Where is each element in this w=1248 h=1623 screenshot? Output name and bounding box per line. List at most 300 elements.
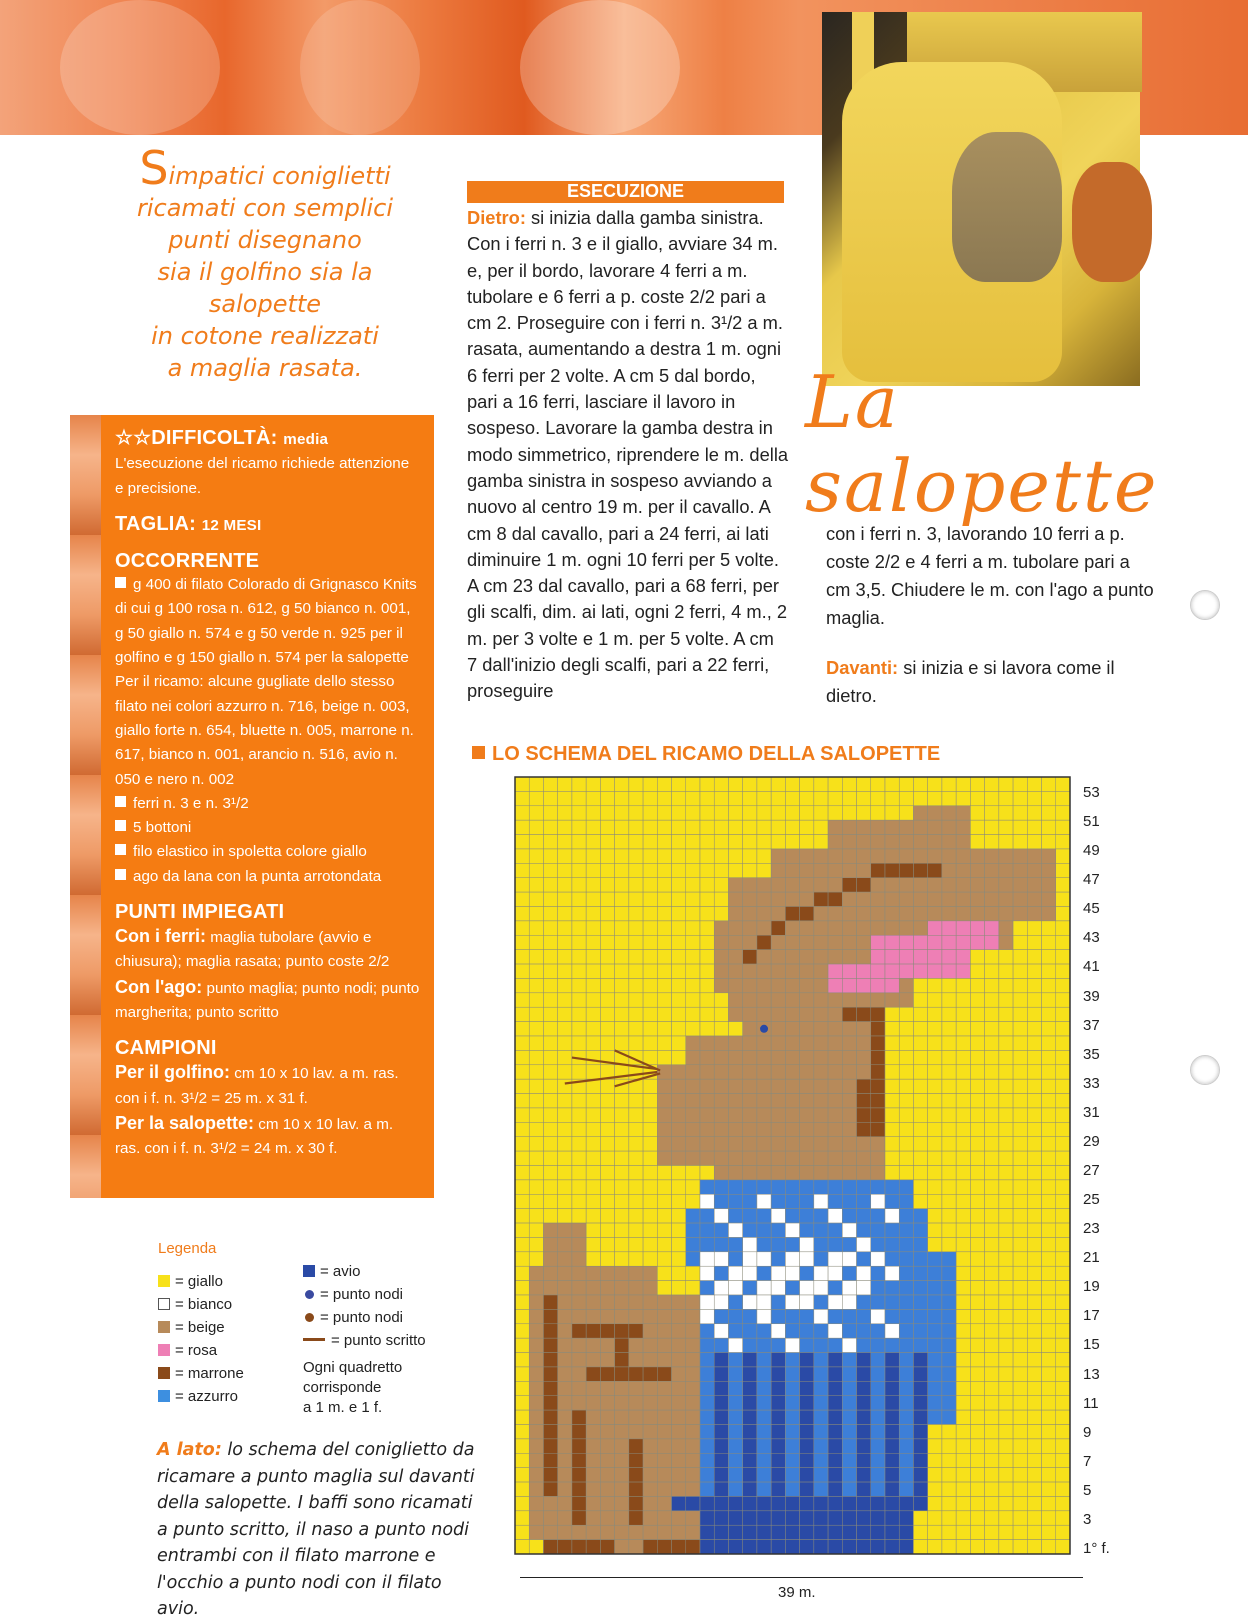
chart-cell <box>686 1151 700 1165</box>
chart-cell <box>572 1022 586 1036</box>
chart-cell <box>800 1482 814 1496</box>
chart-cell <box>543 1396 557 1410</box>
row-label: 21 <box>1083 1249 1100 1267</box>
chart-cell <box>1042 1050 1056 1064</box>
chart-cell <box>657 878 671 892</box>
chart-cell <box>1013 1137 1027 1151</box>
chart-cell <box>700 1468 714 1482</box>
chart-cell <box>800 1166 814 1180</box>
chart-cell <box>970 1022 984 1036</box>
chart-cell <box>828 907 842 921</box>
chart-cell <box>785 878 799 892</box>
chart-cell <box>970 1367 984 1381</box>
chart-cell <box>928 791 942 805</box>
chart-cell <box>629 1324 643 1338</box>
chart-cell <box>814 1511 828 1525</box>
chart-cell <box>970 1439 984 1453</box>
chart-cell <box>970 1166 984 1180</box>
chart-cell <box>586 1137 600 1151</box>
chart-cell <box>714 1194 728 1208</box>
chart-cell <box>899 1180 913 1194</box>
chart-cell <box>586 1022 600 1036</box>
chart-cell <box>586 1122 600 1136</box>
chart-cell <box>970 1050 984 1064</box>
row-label: 45 <box>1083 900 1100 918</box>
chart-cell <box>572 978 586 992</box>
chart-cell <box>1056 1223 1070 1237</box>
chart-cell <box>871 1453 885 1467</box>
chart-cell <box>956 835 970 849</box>
chart-cell <box>913 1525 927 1539</box>
row-label: 25 <box>1083 1191 1100 1209</box>
chart-cell <box>857 1036 871 1050</box>
chart-cell <box>714 1209 728 1223</box>
chart-cell <box>714 1396 728 1410</box>
chart-cell <box>558 907 572 921</box>
chart-cell <box>842 1180 856 1194</box>
chart-cell <box>970 806 984 820</box>
chart-cell <box>686 820 700 834</box>
chart-cell <box>1013 935 1027 949</box>
chart-cell <box>672 1353 686 1367</box>
chart-cell <box>913 863 927 877</box>
chart-cell <box>956 1166 970 1180</box>
stitches-needles: Con i ferri: maglia tubolare (avvio e chiusura); maglia rasata; punto coste 2/2 <box>115 926 390 971</box>
chart-cell <box>800 1137 814 1151</box>
chart-cell <box>515 820 529 834</box>
chart-cell <box>1056 964 1070 978</box>
chart-cell <box>572 1482 586 1496</box>
chart-cell <box>942 964 956 978</box>
chart-cell <box>814 791 828 805</box>
chart-cell <box>857 1410 871 1424</box>
chart-cell <box>899 907 913 921</box>
chart-cell <box>714 892 728 906</box>
chart-cell <box>771 935 785 949</box>
chart-cell <box>743 1094 757 1108</box>
chart-cell <box>728 1266 742 1280</box>
chart-cell <box>714 1525 728 1539</box>
chart-cell <box>771 1094 785 1108</box>
chart-cell <box>814 1453 828 1467</box>
chart-cell <box>771 1065 785 1079</box>
chart-cell <box>643 1482 657 1496</box>
chart-cell <box>643 1295 657 1309</box>
caption-label: A lato: <box>157 1440 222 1460</box>
chart-cell <box>629 1094 643 1108</box>
chart-cell <box>700 1137 714 1151</box>
chart-cell <box>600 1223 614 1237</box>
chart-cell <box>515 1137 529 1151</box>
chart-cell <box>885 993 899 1007</box>
chart-cell <box>999 1122 1013 1136</box>
chart-cell <box>1013 806 1027 820</box>
chart-cell <box>857 1468 871 1482</box>
chart-cell <box>572 1425 586 1439</box>
salopette-photo <box>822 12 1140 386</box>
chart-cell <box>543 1324 557 1338</box>
chart-cell <box>1013 1266 1027 1280</box>
chart-cell <box>970 1324 984 1338</box>
chart-cell <box>970 1094 984 1108</box>
chart-cell <box>985 791 999 805</box>
chart-cell <box>956 1453 970 1467</box>
chart-cell <box>728 1367 742 1381</box>
chart-cell <box>657 993 671 1007</box>
chart-cell <box>529 964 543 978</box>
chart-cell <box>728 978 742 992</box>
chart-cell <box>785 1367 799 1381</box>
chart-cell <box>942 1338 956 1352</box>
chart-cell <box>686 1223 700 1237</box>
chart-cell <box>757 777 771 791</box>
chart-cell <box>743 1166 757 1180</box>
chart-cell <box>999 1108 1013 1122</box>
chart-cell <box>970 892 984 906</box>
chart-cell <box>785 907 799 921</box>
chart-cell <box>543 978 557 992</box>
chart-cell <box>572 964 586 978</box>
chart-cell <box>629 1338 643 1352</box>
chart-cell <box>1013 1381 1027 1395</box>
chart-cell <box>643 863 657 877</box>
chart-cell <box>928 964 942 978</box>
chart-cell <box>942 1065 956 1079</box>
chart-cell <box>871 1281 885 1295</box>
chart-cell <box>1027 1453 1041 1467</box>
chart-cell <box>572 1281 586 1295</box>
chart-cell <box>558 1122 572 1136</box>
chart-cell <box>543 849 557 863</box>
chart-cell <box>543 1511 557 1525</box>
chart-cell <box>842 1194 856 1208</box>
chart-cell <box>785 1122 799 1136</box>
chart-cell <box>643 1540 657 1554</box>
chart-cell <box>543 1137 557 1151</box>
chart-cell <box>657 964 671 978</box>
chart-cell <box>672 1281 686 1295</box>
chart-cell <box>1013 1338 1027 1352</box>
chart-cell <box>700 1252 714 1266</box>
chart-cell <box>672 1324 686 1338</box>
chart-cell <box>842 1151 856 1165</box>
chart-cell <box>842 1381 856 1395</box>
chart-cell <box>672 1482 686 1496</box>
chart-cell <box>814 1050 828 1064</box>
chart-cell <box>800 1381 814 1395</box>
chart-cell <box>899 1381 913 1395</box>
chart-cell <box>586 935 600 949</box>
chart-cell <box>529 1410 543 1424</box>
chart-cell <box>643 993 657 1007</box>
chart-cell <box>1056 1367 1070 1381</box>
chart-cell <box>800 777 814 791</box>
chart-cell <box>643 907 657 921</box>
chart-cell <box>985 1295 999 1309</box>
chart-cell <box>871 1468 885 1482</box>
chart-cell <box>828 1036 842 1050</box>
chart-cell <box>657 1151 671 1165</box>
chart-cell <box>515 1237 529 1251</box>
chart-cell <box>1056 1439 1070 1453</box>
chart-cell <box>999 1281 1013 1295</box>
chart-cell <box>672 878 686 892</box>
chart-cell <box>600 1166 614 1180</box>
chart-cell <box>828 1396 842 1410</box>
chart-cell <box>842 1410 856 1424</box>
chart-cell <box>686 1381 700 1395</box>
chart-cell <box>643 849 657 863</box>
chart-cell <box>586 1194 600 1208</box>
chart-cell <box>515 791 529 805</box>
chart-cell <box>814 1295 828 1309</box>
chart-cell <box>942 1266 956 1280</box>
chart-cell <box>785 1425 799 1439</box>
chart-cell <box>643 1381 657 1395</box>
chart-cell <box>743 907 757 921</box>
chart-cell <box>942 1022 956 1036</box>
chart-cell <box>857 1050 871 1064</box>
chart-cell <box>728 1065 742 1079</box>
chart-cell <box>885 907 899 921</box>
chart-cell <box>913 1468 927 1482</box>
chart-cell <box>529 1266 543 1280</box>
chart-cell <box>686 791 700 805</box>
chart-cell <box>1042 1065 1056 1079</box>
chart-cell <box>757 878 771 892</box>
chart-cell <box>999 1396 1013 1410</box>
chart-cell <box>913 1425 927 1439</box>
chart-cell <box>615 878 629 892</box>
chart-cell <box>985 964 999 978</box>
chart-cell <box>515 878 529 892</box>
chart-cell <box>515 806 529 820</box>
materials-title: OCCORRENTE <box>115 550 260 573</box>
legend-swatch <box>158 1344 170 1356</box>
chart-cell <box>543 964 557 978</box>
chart-cell <box>543 1439 557 1453</box>
chart-cell <box>657 1281 671 1295</box>
chart-cell <box>842 1425 856 1439</box>
row-label: 31 <box>1083 1103 1100 1121</box>
chart-cell <box>1027 878 1041 892</box>
chart-cell <box>672 1496 686 1510</box>
chart-cell <box>800 1050 814 1064</box>
chart-cell <box>928 978 942 992</box>
chart-cell <box>857 1209 871 1223</box>
chart-cell <box>828 1108 842 1122</box>
chart-cell <box>728 950 742 964</box>
chart-cell <box>956 1122 970 1136</box>
chart-cell <box>629 1453 643 1467</box>
chart-cell <box>757 1166 771 1180</box>
chart-cell <box>728 1425 742 1439</box>
chart-cell <box>828 1022 842 1036</box>
chart-cell <box>714 1381 728 1395</box>
chart-cell <box>942 1309 956 1323</box>
chart-cell <box>558 878 572 892</box>
chart-cell <box>771 820 785 834</box>
chart-cell <box>985 1094 999 1108</box>
chart-cell <box>1056 820 1070 834</box>
chart-cell <box>700 1396 714 1410</box>
chart-cell <box>743 878 757 892</box>
chart-cell <box>785 1151 799 1165</box>
chart-cell <box>1027 1281 1041 1295</box>
chart-cell <box>857 1237 871 1251</box>
chart-cell <box>728 1439 742 1453</box>
chart-cell <box>800 1266 814 1280</box>
chart-cell <box>543 1022 557 1036</box>
chart-cell <box>985 1007 999 1021</box>
legend-title: Legenda <box>158 1240 217 1257</box>
chart-cell <box>728 1353 742 1367</box>
chart-cell <box>1013 1367 1027 1381</box>
chart-cell <box>543 820 557 834</box>
row-label: 19 <box>1083 1278 1100 1296</box>
chart-cell <box>942 1180 956 1194</box>
chart-cell <box>515 950 529 964</box>
chart-cell <box>686 1439 700 1453</box>
chart-cell <box>743 964 757 978</box>
chart-cell <box>529 1122 543 1136</box>
chart-cell <box>913 1180 927 1194</box>
chart-cell <box>928 935 942 949</box>
chart-cell <box>913 777 927 791</box>
chart-cell <box>529 820 543 834</box>
chart-cell <box>857 892 871 906</box>
chart-cell <box>657 1410 671 1424</box>
chart-cell <box>572 1496 586 1510</box>
chart-cell <box>1056 863 1070 877</box>
chart-cell <box>970 1482 984 1496</box>
chart-cell <box>686 1194 700 1208</box>
chart-cell <box>913 950 927 964</box>
chart-cell <box>842 1496 856 1510</box>
chart-cell <box>686 1410 700 1424</box>
chart-cell <box>985 1223 999 1237</box>
chart-cell <box>672 1050 686 1064</box>
chart-cell <box>700 1281 714 1295</box>
chart-cell <box>771 1007 785 1021</box>
chart-cell <box>1013 878 1027 892</box>
chart-cell <box>743 1367 757 1381</box>
chart-cell <box>1056 1540 1070 1554</box>
chart-cell <box>686 1108 700 1122</box>
stitches-needle: Con l'ago: punto maglia; punto nodi; punto margherita; punto scritto <box>115 976 420 1021</box>
chart-cell <box>942 1525 956 1539</box>
chart-cell <box>629 921 643 935</box>
chart-cell <box>771 1309 785 1323</box>
chart-cell <box>629 1353 643 1367</box>
chart-cell <box>999 1237 1013 1251</box>
chart-cell <box>985 1425 999 1439</box>
chart-cell <box>714 935 728 949</box>
chart-cell <box>771 777 785 791</box>
chart-cell <box>800 921 814 935</box>
chart-cell <box>1056 1468 1070 1482</box>
chart-cell <box>899 1022 913 1036</box>
legend-label: = bianco <box>175 1296 233 1313</box>
chart-cell <box>572 1324 586 1338</box>
chart-cell <box>572 993 586 1007</box>
chart-cell <box>1013 1425 1027 1439</box>
chart-cell <box>529 1252 543 1266</box>
chart-cell <box>1027 1353 1041 1367</box>
chart-cell <box>572 1151 586 1165</box>
chart-cell <box>714 1007 728 1021</box>
chart-cell <box>543 1410 557 1424</box>
chart-cell <box>672 1079 686 1093</box>
chart-cell <box>529 1496 543 1510</box>
size-label: TAGLIA: <box>115 512 197 535</box>
chart-cell <box>743 1036 757 1050</box>
chart-cell <box>629 1468 643 1482</box>
chart-cell <box>828 1050 842 1064</box>
chart-cell <box>1013 1180 1027 1194</box>
chart-cell <box>515 921 529 935</box>
chart-cell <box>1027 1223 1041 1237</box>
chart-cell <box>672 863 686 877</box>
chart-cell <box>857 1166 871 1180</box>
chart-cell <box>686 1482 700 1496</box>
chart-cell <box>771 1295 785 1309</box>
chart-cell <box>928 1194 942 1208</box>
chart-cell <box>728 820 742 834</box>
chart-cell <box>771 1511 785 1525</box>
chart-cell <box>743 1281 757 1295</box>
chart-cell <box>985 1108 999 1122</box>
chart-cell <box>1027 1050 1041 1064</box>
chart-cell <box>842 1079 856 1093</box>
chart-cell <box>871 1266 885 1280</box>
chart-cell <box>700 1540 714 1554</box>
chart-cell <box>657 1022 671 1036</box>
chart-cell <box>1042 1079 1056 1093</box>
chart-cell <box>857 921 871 935</box>
intro-line: sia il golfino sia la salopette <box>157 258 373 318</box>
row-label: 7 <box>1083 1452 1092 1470</box>
execution-continuation <box>826 520 1156 710</box>
chart-cell <box>828 1079 842 1093</box>
chart-cell <box>814 1007 828 1021</box>
chart-cell <box>686 835 700 849</box>
chart-cell <box>928 849 942 863</box>
chart-cell <box>857 1108 871 1122</box>
chart-cell <box>529 777 543 791</box>
chart-cell <box>913 791 927 805</box>
chart-cell <box>1027 1166 1041 1180</box>
chart-cell <box>757 1180 771 1194</box>
chart-cell <box>857 849 871 863</box>
chart-cell <box>558 1396 572 1410</box>
chart-cell <box>999 1525 1013 1539</box>
chart-cell <box>1056 978 1070 992</box>
chart-cell <box>970 777 984 791</box>
chart-cell <box>657 1468 671 1482</box>
chart-cell <box>657 1036 671 1050</box>
chart-cell <box>757 1396 771 1410</box>
chart-cell <box>686 1266 700 1280</box>
chart-cell <box>942 1540 956 1554</box>
chart-cell <box>1042 1525 1056 1539</box>
binder-hole <box>1190 1055 1220 1085</box>
chart-cell <box>942 1036 956 1050</box>
chart-cell <box>913 1309 927 1323</box>
chart-cell <box>985 1194 999 1208</box>
chart-cell <box>700 1223 714 1237</box>
chart-cell <box>1013 1496 1027 1510</box>
